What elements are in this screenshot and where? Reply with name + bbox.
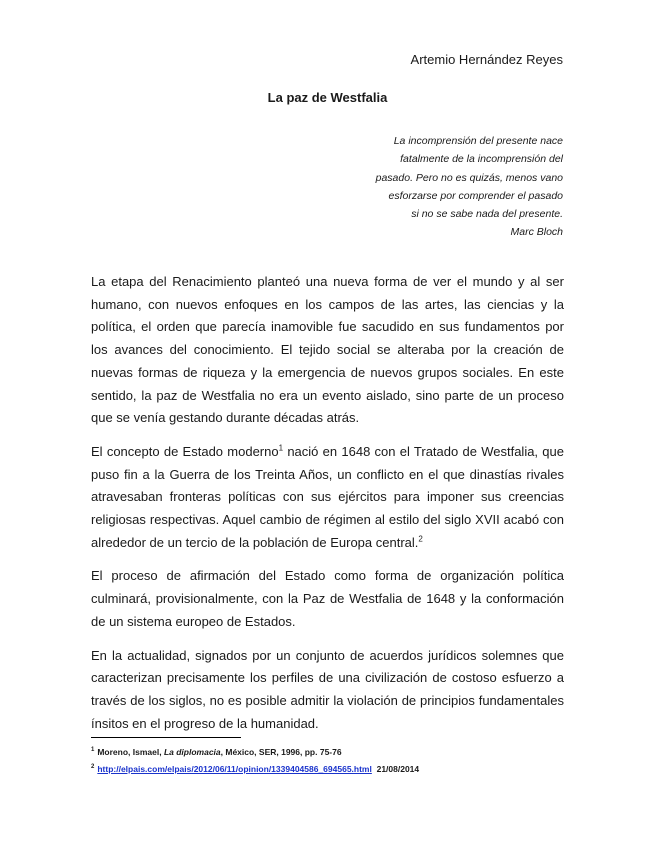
footnote-number: 2 <box>91 763 95 770</box>
footnote-ref-2[interactable]: 2 <box>418 534 423 544</box>
footnote-number: 1 <box>91 747 95 753</box>
epigraph <box>323 132 563 242</box>
footnote-book-title: La diplomacia <box>163 746 221 757</box>
paragraph-renacimiento: La etapa del Renacimiento planteó una nueva forma de ver el mundo y al ser humano, con nuevos enfoques en los campos de las artes, las ciencias y la política, el orden que parecía inamovible fue sacudido en sus fundamentos por los avances del conocimiento. El tejido social se alteraba por la creación de nuevas formas de riqueza y la emergencia de nuevos grupos sociales. En este sentido, la paz de Westfalia no era un evento aislado, sino parte de un proceso que se venía gestando durante décadas atrás. <box>91 274 564 426</box>
epigraph-line: pasado. Pero no es quizás, menos vano <box>375 171 563 184</box>
paragraph-actualidad: En la actualidad, signados por un conjunto de acuerdos jurídicos solemnes que caracterizan precisamente los perfiles de una civilización de costoso esfuerzo a través de los siglos, no es posible admitir la violación de principios fundamentales ínsitos en el progreso de la humanidad. <box>91 647 564 731</box>
paragraph-text: nació en 1648 con el Tratado de Westfalia, que puso fin a la Guerra de los Treinta Años, un conflicto en el que dinastías rivales atravesaban fronteras políticas con sus ejércitos para imponer sus creencias religiosas respectivas. Aquel cambio de régimen al estilo del siglo XVII acabó con alrededor de un tercio de la población de Europa central. <box>91 443 564 550</box>
epigraph-line: La incomprensión del presente nace <box>393 135 563 147</box>
epigraph-line: fatalmente de la incomprensión del <box>400 153 563 166</box>
footnote-link[interactable]: http://elpais.com/elpais/2012/06/11/opinion/1339404586_694565.html <box>97 763 372 774</box>
epigraph-attribution: Marc Bloch <box>510 226 563 239</box>
document-body <box>91 271 564 746</box>
paragraph-text: El concepto de Estado moderno <box>91 443 279 459</box>
footnote-text: Moreno, Ismael, <box>97 746 164 757</box>
footnote-date: 21/08/2014 <box>376 763 420 774</box>
footnote-text: , México, SER, 1996, pp. 75-76 <box>220 746 342 757</box>
author-name: Artemio Hernández Reyes <box>410 52 563 67</box>
document-title: La paz de Westfalia <box>267 90 388 105</box>
epigraph-line: si no se sabe nada del presente. <box>411 208 563 221</box>
footnotes <box>91 743 571 777</box>
footnote-ref-1[interactable]: 1 <box>278 443 284 453</box>
footnote-separator <box>91 737 241 738</box>
epigraph-line: esforzarse por comprender el pasado <box>388 189 563 202</box>
footnote-1 <box>91 743 571 760</box>
footnote-2 <box>91 760 571 777</box>
paragraph-afirmacion: El proceso de afirmación del Estado como forma de organización política culminará, provisionalmente, con la Paz de Westfalia de 1648 y la conformación de un sistema europeo de Estados. <box>91 568 564 629</box>
paragraph-estado-moderno <box>91 441 564 555</box>
